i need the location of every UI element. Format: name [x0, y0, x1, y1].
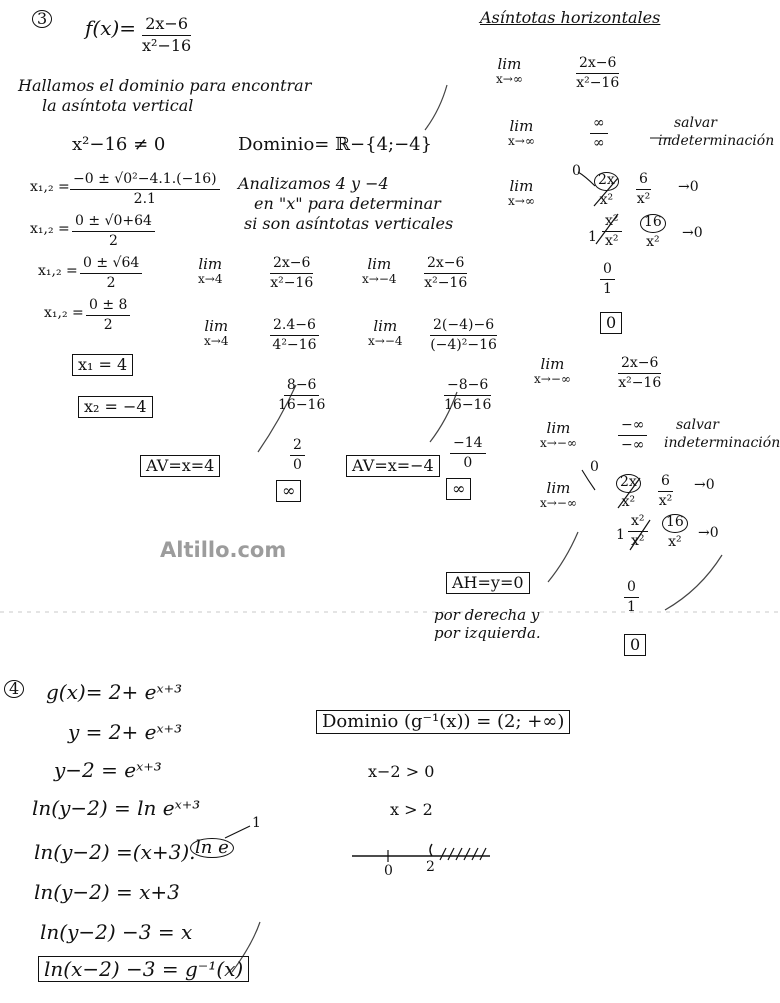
fraction-numerator: 0 ± 8: [86, 298, 130, 316]
x12-step-1: [70, 172, 220, 206]
fraction-numerator: −0 ± √0²−4.1.(−16): [70, 172, 220, 190]
fraction-numerator: ∞: [590, 116, 608, 134]
fraction-numerator: 2x−6: [270, 256, 313, 274]
fraction-denominator: 2.1: [133, 190, 156, 207]
g-step-ln-expand: ln(y−2) =(x+3).: [34, 840, 196, 864]
fraction-numerator: 6: [658, 474, 673, 492]
fraction-denominator: x²−16: [618, 374, 662, 391]
fraction-denominator: 2: [103, 316, 113, 333]
substitution-4: [270, 318, 319, 352]
ln-e-circled: ln e: [190, 838, 234, 858]
watermark: Altillo.com: [160, 538, 287, 562]
limit-x-to-4: [198, 256, 222, 286]
divided-term-e: [616, 474, 641, 509]
lim-subscript: x→∞: [508, 193, 535, 208]
limit-x-to-4-sub: [204, 318, 228, 348]
fraction-numerator: 2.4−6: [270, 318, 319, 336]
limit-x-to-minus-inf-3: [540, 480, 577, 510]
fraction-denominator: −∞: [621, 436, 645, 453]
fraction-denominator: x²: [599, 191, 614, 208]
divided-term-c: [602, 214, 622, 248]
limit-x-to-minus-inf: [534, 356, 571, 386]
check-mark-4: [548, 532, 578, 582]
one-term-2: 1: [616, 527, 625, 543]
intro-line-2: la asíntota vertical: [42, 96, 194, 115]
number-line-label-0: 0: [384, 863, 393, 879]
number-line-label-2: 2: [426, 859, 435, 875]
lim-word: lim: [546, 419, 571, 437]
lim-word: lim: [373, 317, 398, 335]
domain-condition-1: x−2 > 0: [368, 762, 435, 781]
fraction-denominator: 16−16: [444, 396, 492, 413]
indeterminacion-label-1: indeterminación: [658, 133, 775, 149]
fraction-numerator: −∞: [618, 418, 647, 436]
fraction-denominator: x²−16: [576, 74, 620, 91]
result-4: [290, 438, 305, 472]
limit-x-to-minus-4-expr: [424, 256, 467, 290]
fraction-numerator: −8−6: [444, 378, 491, 396]
salvar-label-1: salvar: [674, 115, 717, 131]
fraction-numerator: 8−6: [284, 378, 320, 396]
horizontal-asymptotes-title: Asíntotas horizontales: [480, 8, 661, 27]
fraction-numerator: 2: [290, 438, 305, 456]
fraction-numerator: 0: [624, 580, 639, 598]
inverse-function-result: ln(x−2) −3 = g⁻¹(x): [38, 956, 249, 982]
g-step-y: y = 2+ eˣ⁺³: [68, 720, 183, 744]
g-step-ln: ln(y−2) = ln eˣ⁺³: [32, 796, 201, 820]
x12-label-1: x₁,₂ =: [30, 179, 70, 195]
x12-step-4: [86, 298, 130, 332]
inf-over-inf: [590, 116, 608, 150]
fraction-denominator: x²: [605, 232, 619, 249]
divided-term-g: [628, 514, 648, 548]
lim-word: lim: [509, 117, 534, 135]
domain-result: Dominio= ℝ−{4;−4}: [238, 134, 433, 155]
fraction-numerator: 16: [662, 514, 688, 533]
x12-label-2: x₁,₂ =: [30, 221, 70, 237]
infinity-box-1: ∞: [276, 480, 301, 502]
fraction-numerator: 0 ± √64: [80, 256, 142, 274]
indeterminacion-label-2: indeterminación: [664, 435, 780, 451]
zero-mark-1: 0: [572, 163, 581, 179]
open-interval-mark: [430, 844, 432, 856]
fraction-denominator: 0: [293, 456, 302, 473]
x12-step-3: [80, 256, 142, 290]
fraction-denominator: x²−16: [270, 274, 314, 291]
lim-word: lim: [546, 479, 571, 497]
arrow-zero-1: →0: [678, 179, 699, 195]
divided-term-d: [640, 214, 666, 249]
lim-subscript: x→4: [198, 271, 223, 286]
analysis-line-3: si son asíntotas verticales: [244, 214, 454, 233]
analysis-line-2: en "x" para determinar: [254, 194, 441, 213]
fraction-numerator: 2x−6: [142, 16, 191, 36]
fraction-numerator: 0 ± √0+64: [72, 214, 155, 232]
result-box-1: 0: [600, 312, 622, 334]
substitution-minus-4: [430, 318, 497, 352]
exercise-number-3: 3: [32, 10, 52, 28]
interval-hatch: [440, 848, 486, 860]
fraction-denominator: 0: [463, 454, 473, 471]
divided-term-h: [662, 514, 688, 549]
lim-word: lim: [497, 55, 522, 73]
arrow-zero-2: →0: [682, 225, 703, 241]
fraction-numerator: 2(−4)−6: [430, 318, 497, 336]
limit-x-to-minus-4-sub: [368, 318, 403, 348]
inverse-domain: Dominio (g⁻¹(x)) = (2; +∞): [316, 710, 570, 734]
root-x2: x₂ = −4: [78, 396, 153, 418]
limit-x-to-inf-expr: [576, 56, 619, 90]
fraction-numerator: 0: [600, 262, 615, 280]
fraction-numerator: 2x−6: [576, 56, 619, 74]
limit-x-to-minus-4: [362, 256, 397, 286]
lim-subscript: x→∞: [496, 71, 523, 86]
fraction-denominator: 1: [603, 280, 612, 297]
vertical-asymptote-1: AV=x=4: [140, 455, 220, 477]
arrow-zero-3: →0: [694, 477, 715, 493]
fraction-numerator: 2x−6: [618, 356, 661, 374]
fraction-denominator: x²−16: [424, 274, 468, 291]
lim-word: lim: [367, 255, 392, 273]
one-term-1: 1: [588, 229, 597, 245]
lim-subscript: x→−∞: [534, 371, 571, 386]
lim-word: lim: [198, 255, 223, 273]
fraction-denominator: x²: [646, 233, 660, 250]
divided-term-b: [636, 172, 651, 206]
fraction-denominator: 2: [106, 274, 116, 291]
lim-subscript: x→−∞: [540, 495, 577, 510]
result-box-2: 0: [624, 634, 646, 656]
domain-condition-2: x > 2: [390, 800, 433, 819]
g-step-x-plus-3: ln(y−2) = x+3: [34, 880, 180, 904]
lim-subscript: x→4: [204, 333, 229, 348]
divided-term-f: [658, 474, 673, 508]
vertical-asymptote-2: AV=x=−4: [346, 455, 440, 477]
fraction-denominator: ∞: [593, 134, 605, 151]
evaluation-4: [278, 378, 325, 412]
g-definition: g(x)= 2+ eˣ⁺³: [46, 680, 183, 704]
x12-step-2: [72, 214, 155, 248]
salvar-label-2: salvar: [676, 417, 719, 433]
fraction-numerator: 6: [636, 172, 651, 190]
minf-over-inf: [618, 418, 647, 452]
analysis-line-1: Analizamos 4 y −4: [238, 174, 389, 193]
ah-note-2: por izquierda.: [434, 624, 541, 642]
result-minus-inf: [624, 580, 639, 614]
limit-x-to-4-expr: [270, 256, 313, 290]
ln-e-equals-one: 1: [252, 815, 261, 831]
fraction-denominator: x²−16: [142, 35, 192, 55]
domain-condition: x²−16 ≠ 0: [72, 134, 166, 155]
check-mark-1: [425, 85, 447, 130]
x12-label-3: x₁,₂ =: [38, 263, 78, 279]
fraction-denominator: 4²−16: [272, 336, 317, 353]
x12-label-4: x₁,₂ =: [44, 305, 84, 321]
g-step-y-minus-2: y−2 = eˣ⁺³: [54, 758, 162, 782]
fraction-denominator: x²: [658, 492, 673, 509]
fraction-numerator: −14: [450, 436, 486, 454]
limit-x-to-inf-3: [508, 178, 535, 208]
arrow-zero-4: →0: [698, 525, 719, 541]
lim-word: lim: [540, 355, 565, 373]
fraction-numerator: x²: [628, 514, 648, 532]
zero-mark-2: 0: [590, 459, 599, 475]
fraction-numerator: 2x: [616, 474, 641, 493]
fraction-numerator: 16: [640, 214, 666, 233]
fraction-denominator: x²: [631, 532, 645, 549]
limit-x-to-inf-2: [508, 118, 535, 148]
limit-x-to-inf: [496, 56, 523, 86]
result-plus-inf: [600, 262, 615, 296]
ah-note-1: por derecha y: [434, 606, 540, 624]
fraction-denominator: x²: [668, 533, 682, 550]
fraction-denominator: 2: [109, 232, 118, 249]
limit-x-to-minus-inf-expr: [618, 356, 661, 390]
infinity-box-2: ∞: [446, 478, 471, 500]
fraction-denominator: 16−16: [278, 396, 326, 413]
evaluation-minus-4: [444, 378, 491, 412]
result-minus-4: [450, 436, 486, 470]
fraction-numerator: 2x: [594, 172, 619, 191]
lim-subscript: x→−∞: [540, 435, 577, 450]
exercise-number-4: 4: [4, 680, 24, 698]
lim-subscript: x→∞: [508, 133, 535, 148]
lim-subscript: x→−4: [362, 271, 397, 286]
fraction-denominator: 1: [627, 598, 636, 615]
fraction-numerator: x²: [602, 214, 622, 232]
limit-x-to-minus-inf-2: [540, 420, 577, 450]
fraction-numerator: 2x−6: [424, 256, 467, 274]
intro-line-1: Hallamos el dominio para encontrar: [18, 76, 312, 95]
root-x1: x₁ = 4: [72, 354, 133, 376]
g-step-solve-x: ln(y−2) −3 = x: [40, 920, 193, 944]
check-mark-5: [665, 555, 722, 610]
lim-word: lim: [509, 177, 534, 195]
fraction-denominator: x²: [636, 190, 651, 207]
function-f-fraction: [142, 16, 191, 55]
fraction-denominator: x²: [621, 493, 636, 510]
lim-word: lim: [204, 317, 229, 335]
divided-term-a: [594, 172, 619, 207]
arrow-one: [225, 826, 250, 838]
lim-subscript: x→−4: [368, 333, 403, 348]
function-f-label: f(x)=: [85, 16, 137, 40]
fraction-denominator: (−4)²−16: [430, 336, 497, 353]
horizontal-asymptote: AH=y=0: [446, 572, 530, 594]
